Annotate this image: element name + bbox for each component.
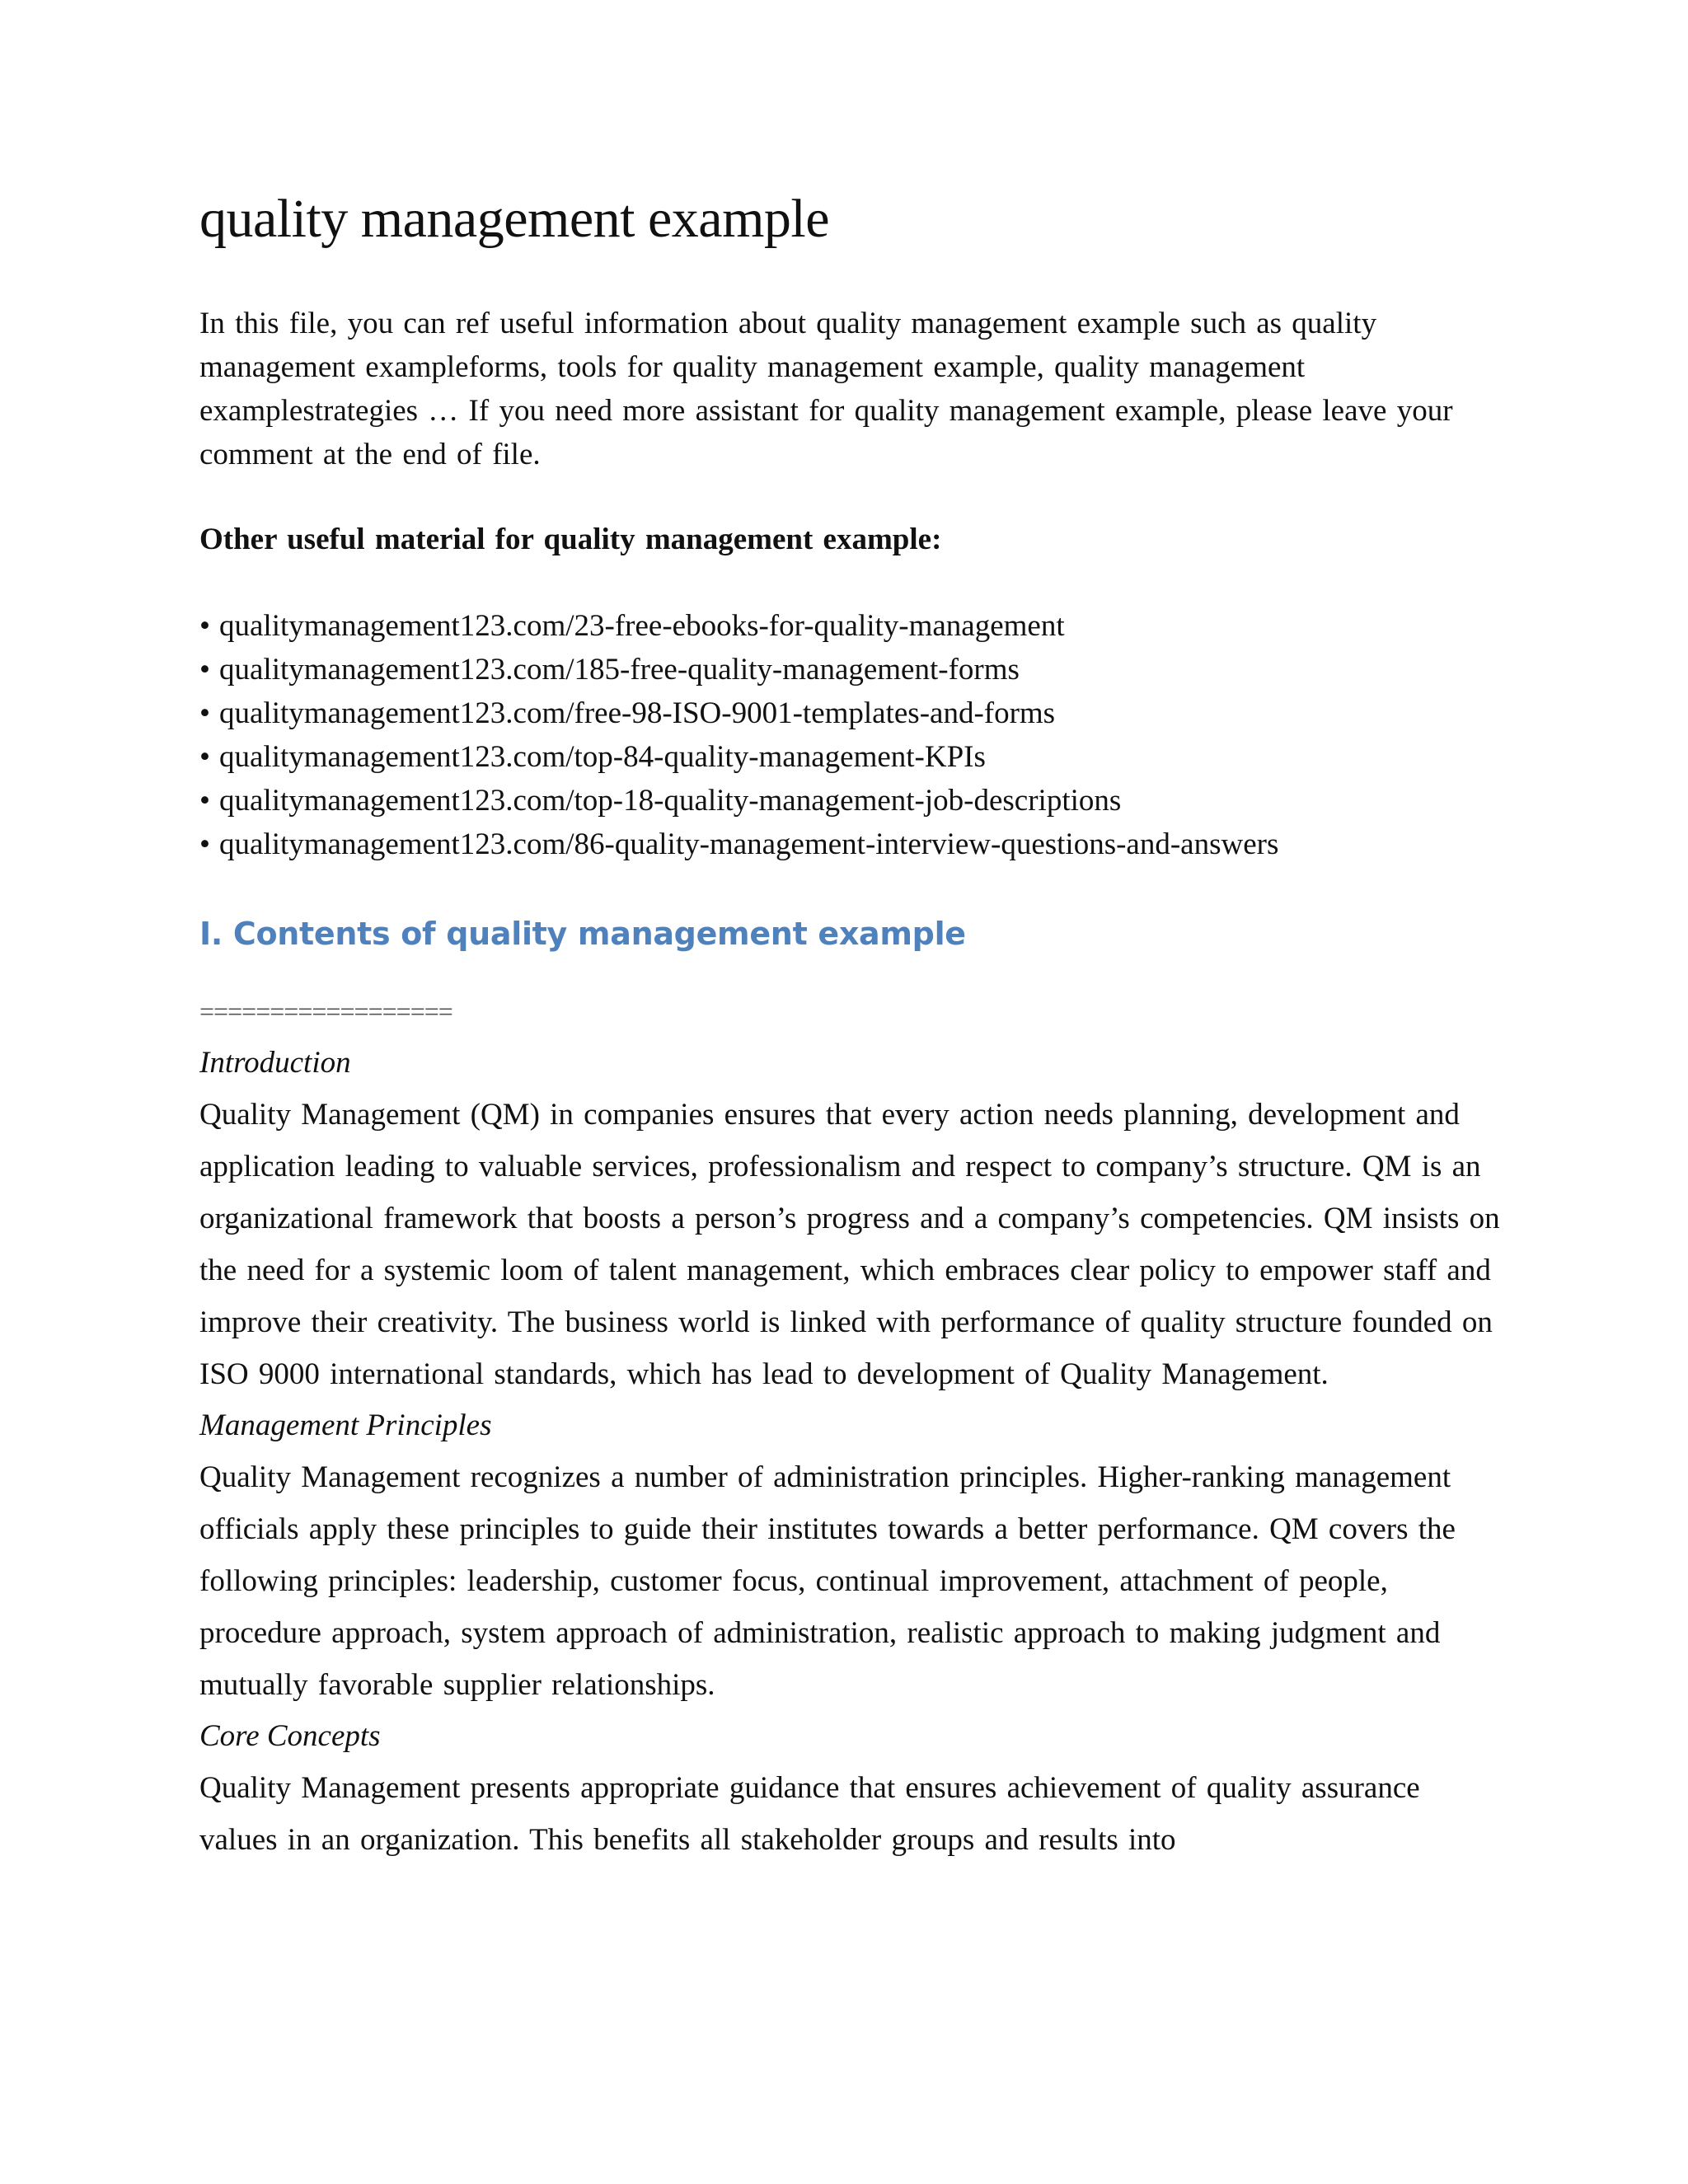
resource-link-text[interactable]: qualitymanagement123.com/185-free-quality-management-forms [219,652,1020,687]
bullet-icon: • [199,739,210,774]
resource-link-text[interactable]: qualitymanagement123.com/free-98-ISO-9001-templates-and-forms [219,696,1056,730]
resource-link-text[interactable]: qualitymanagement123.com/top-18-quality-management-job-descriptions [219,783,1122,818]
contents-section-heading: I. Contents of quality management example [199,915,966,952]
document-content [199,188,1502,1866]
paragraph-core-concepts: Quality Management presents appropriate guidance that ensures achievement of quality assurance values in an organization. This benefits all stakeholder groups and results into [199,1770,1420,1857]
resource-link-item[interactable] [199,691,1502,735]
intro-paragraph: In this file, you can ref useful information about quality management example such as quality management exampleforms, tools for quality management example, quality management examplestrategies … If you need more assistant for quality management example, please leave your comment at the end of file. [199,306,1453,471]
separator-line: ================== [199,996,452,1026]
resource-link-item[interactable] [199,735,1502,779]
other-material-heading: Other useful material for quality management example: [199,522,942,556]
subheading-management-principles: Management Principles [199,1408,492,1442]
document-title: quality management example [199,189,830,249]
resource-link-list [199,604,1502,866]
bullet-icon: • [199,696,210,730]
bullet-icon: • [199,827,210,861]
bullet-icon: • [199,783,210,818]
resource-link-item[interactable] [199,823,1502,866]
resource-link-text[interactable]: qualitymanagement123.com/top-84-quality-management-KPIs [219,739,986,774]
bullet-icon: • [199,652,210,687]
bullet-icon: • [199,608,210,643]
resource-link-text[interactable]: qualitymanagement123.com/23-free-ebooks-for-quality-management [219,608,1065,643]
resource-link-text[interactable]: qualitymanagement123.com/86-quality-management-interview-questions-and-answers [219,827,1279,861]
paragraph-introduction: Quality Management (QM) in companies ensures that every action needs planning, development and application leading to valuable services, professionalism and respect to company’s structure. QM is an organizational framework that boosts a person’s progress and a company’s competencies. QM insists on the need for a systemic loom of talent management, which embraces clear policy to empower staff and improve their creativity. The business world is linked with performance of quality structure founded on ISO 9000 international standards, which has lead to development of Quality Management. [199,1097,1500,1391]
resource-link-item[interactable] [199,604,1502,648]
resource-link-item[interactable] [199,648,1502,691]
resource-link-item[interactable] [199,779,1502,823]
subheading-introduction: Introduction [199,1045,351,1080]
paragraph-management-principles: Quality Management recognizes a number of administration principles. Higher-ranking management officials apply these principles to guide their institutes towards a better performance. QM covers the following principles: leadership, customer focus, continual improvement, attachment of people, procedure approach, system approach of administration, realistic approach to making judgment and mutually favorable supplier relationships. [199,1460,1456,1702]
subheading-core-concepts: Core Concepts [199,1718,381,1753]
